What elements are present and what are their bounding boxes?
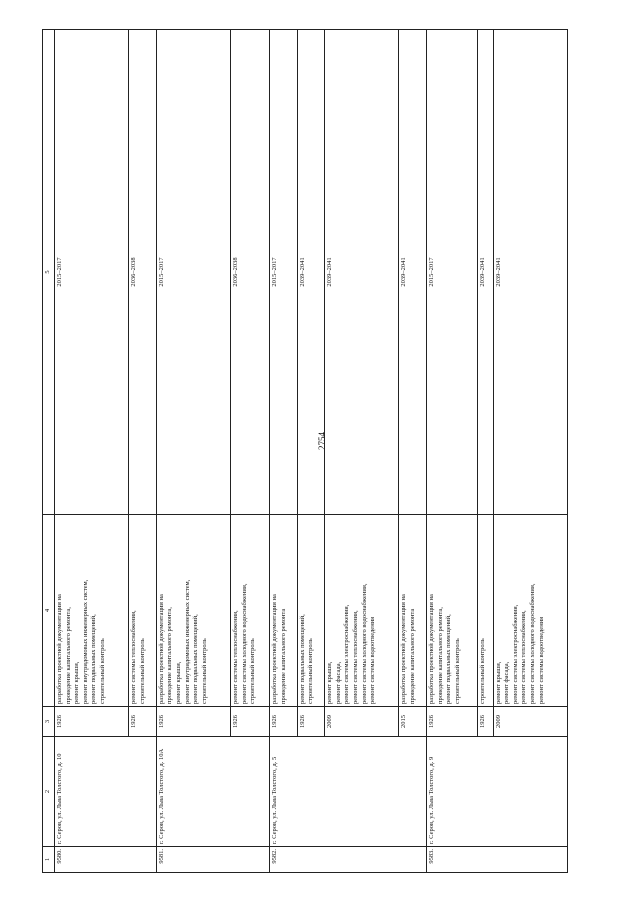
repair-period: 2039–2041 (477, 30, 493, 515)
work-types (493, 515, 567, 707)
repair-period: 2039–2041 (297, 30, 324, 515)
rotated-table-frame (42, 30, 568, 873)
table-body (55, 30, 568, 873)
work-item: ремонт системы водоотведения (537, 616, 545, 704)
work-item: ремонт внутридомовых инженерных систем, (81, 579, 89, 704)
work-item: ремонт крыши, (494, 661, 502, 704)
repair-period: 2015–2017 (426, 30, 477, 515)
work-item: разработка проектной документации на (271, 594, 279, 704)
work-item: ремонт крыши, (174, 661, 182, 704)
table-row (156, 30, 230, 873)
work-types (426, 515, 477, 707)
work-item: разработка проектной документации на (400, 594, 408, 704)
row-number: 9581. (156, 847, 269, 873)
work-item: строительный контроль (453, 638, 461, 704)
construction-year: 2015 (399, 707, 426, 737)
work-item: ремонт подвальных помещений, (90, 614, 98, 704)
repair-schedule-table (42, 29, 568, 873)
work-item: проведение капитального ремонта (409, 608, 417, 704)
header-row (43, 30, 55, 873)
repair-period: 2015–2017 (55, 30, 129, 515)
work-types (156, 515, 230, 707)
table-row (270, 30, 297, 873)
building-address: г. Серов, ул. Льва Толстого, д. 10 (55, 737, 157, 847)
work-item: строительный контроль (307, 638, 315, 704)
work-types (297, 515, 324, 707)
construction-year: 1926 (231, 707, 270, 737)
work-item: ремонт системы теплоснабжения, (232, 610, 240, 704)
work-item: разработка проектной документации на (157, 594, 165, 704)
repair-period: 2036–2038 (129, 30, 156, 515)
work-item: ремонт фасада, (334, 661, 342, 704)
work-types (325, 515, 399, 707)
work-types (55, 515, 129, 707)
row-number: 9582. (270, 847, 427, 873)
building-address: г. Серов, ул. Льва Толстого, д. 10А (156, 737, 269, 847)
work-item: строительный контроль (478, 638, 486, 704)
work-types (231, 515, 270, 707)
work-item: ремонт системы холодного водоснабжения, (240, 583, 248, 704)
work-item: проведение капитального ремонта, (166, 607, 174, 704)
work-item: разработка проектной документации на (56, 594, 63, 704)
work-item: ремонт системы водоотведения (369, 616, 377, 704)
header-col-4: 4 (43, 515, 55, 707)
repair-period: 2039–2041 (399, 30, 426, 515)
work-item: строительный контроль (249, 638, 257, 704)
work-item: разработка проектной документации на (427, 594, 435, 704)
work-item: ремонт системы холодного водоснабжения, (360, 583, 368, 704)
repair-period: 2039–2041 (325, 30, 399, 515)
work-item: ремонт внутридомовых инженерных систем, (183, 579, 191, 704)
work-item: ремонт системы холодного водоснабжения, (528, 583, 536, 704)
construction-year: 1926 (426, 707, 477, 737)
work-item: ремонт системы теплоснабжения, (130, 610, 138, 704)
construction-year: 2009 (493, 707, 567, 737)
construction-year: 1926 (270, 707, 297, 737)
work-item: ремонт системы теплоснабжения, (351, 610, 359, 704)
building-address: г. Серов, ул. Льва Толстого, д. 5 (270, 737, 427, 847)
row-number: 9583. (426, 847, 567, 873)
header-col-2: 2 (43, 737, 55, 847)
work-item: ремонт системы электроснабжения, (343, 604, 351, 704)
construction-year: 2009 (325, 707, 399, 737)
building-address: г. Серов, ул. Льва Толстого, д. 9 (426, 737, 567, 847)
construction-year: 1926 (129, 707, 156, 737)
work-item: ремонт системы электроснабжения, (511, 604, 519, 704)
work-item: строительный контроль (98, 638, 106, 704)
work-item: ремонт фасада, (503, 661, 511, 704)
work-item: строительный контроль (138, 638, 146, 704)
work-item: ремонт крыши, (326, 661, 334, 704)
work-item: проведение капитального ремонта, (436, 607, 444, 704)
work-item: ремонт крыши, (73, 661, 81, 704)
header-col-1: 1 (43, 847, 55, 873)
construction-year: 1926 (156, 707, 230, 737)
work-item: строительный контроль (200, 638, 208, 704)
repair-period: 2036–2038 (231, 30, 270, 515)
work-types (477, 515, 493, 707)
construction-year: 1926 (297, 707, 324, 737)
work-types (270, 515, 297, 707)
header-col-3: 3 (43, 707, 55, 737)
work-item: ремонт системы теплоснабжения, (520, 610, 528, 704)
work-item: проведение капитального ремонта (279, 608, 287, 704)
repair-period: 2039–2041 (493, 30, 567, 515)
repair-period: 2015–2017 (156, 30, 230, 515)
table-wrapper (42, 30, 568, 873)
work-item: ремонт подвальных помещений, (298, 614, 306, 704)
construction-year: 1926 (477, 707, 493, 737)
row-number: 9580. (55, 847, 157, 873)
work-item: ремонт подвальных помещений, (192, 614, 200, 704)
repair-period: 2015–2017 (270, 30, 297, 515)
work-item: проведение капитального ремонта, (64, 607, 72, 704)
header-col-5: 5 (43, 30, 55, 515)
work-types (399, 515, 426, 707)
work-item: ремонт подвальных помещений, (445, 614, 453, 704)
page-number: 2754 (317, 432, 327, 450)
table-row (55, 30, 129, 873)
construction-year: 1926 (55, 707, 129, 737)
work-types (129, 515, 156, 707)
table-row (426, 30, 477, 873)
